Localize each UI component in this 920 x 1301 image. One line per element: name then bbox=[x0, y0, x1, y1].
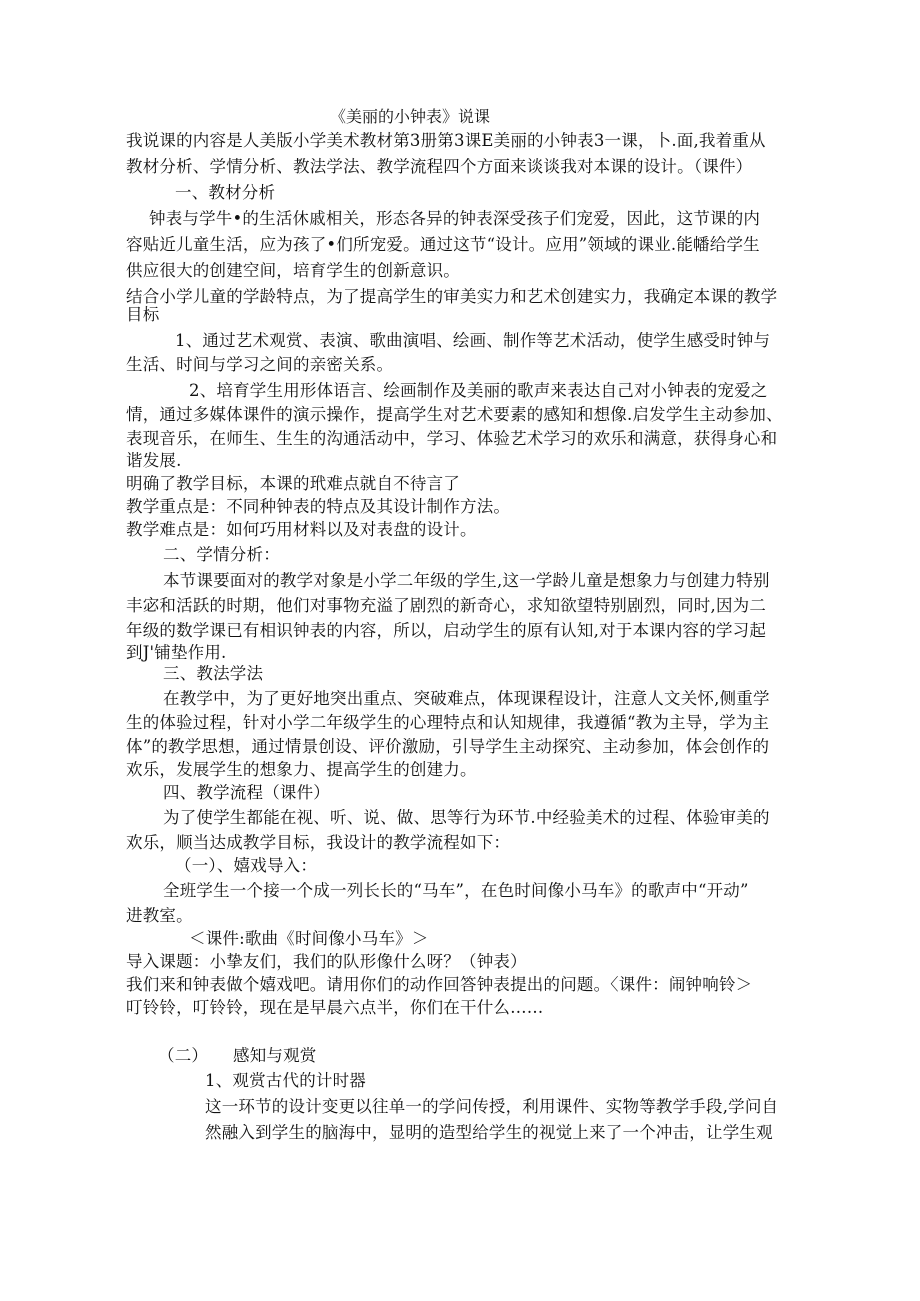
paragraph-line: 欢乐，发展学生的想象力、提高学生的创建力。 bbox=[126, 760, 477, 779]
paragraph-line: 结合小学儿童的学龄特点，为了提高学生的审美实力和艺术创建实力，我确定本课的教学 bbox=[126, 287, 778, 306]
paragraph-line: 供应很大的创建空间，培育学生的创新意识。 bbox=[126, 261, 460, 280]
paragraph-line: 本节课要面对的教学对象是小学二年级的学生,这一学龄儿童是想象力与创建力特别 bbox=[163, 571, 770, 590]
section-heading: 三、教法学法 bbox=[163, 664, 264, 683]
key-point-line: 教学重点是：不同种钟表的特点及其设计制作方法。 bbox=[126, 497, 511, 516]
goal-line: 生活、时间与学习之间的亲密关系。 bbox=[126, 355, 394, 374]
paragraph-line: 丰宓和活跃的时期，他们对事物充溢了剧烈的新奇心，求知欲望特别剧烈，同时,因为二 bbox=[126, 596, 767, 615]
goal-line: 2、培育学生用形体语言、绘画制作及美丽的歌声来表达自己对小钟表的宠爱之 bbox=[189, 381, 768, 400]
paragraph-line: 我们来和钟表做个嬉戏吧。请用你们的动作回答钟表提出的问题。〈课件：闹钟响铃＞ bbox=[126, 975, 753, 994]
sub-heading: 1、观赏古代的计时器 bbox=[205, 1071, 366, 1090]
section-heading: 二、学情分析： bbox=[163, 545, 280, 564]
section-heading: 四、教学流程（课件） bbox=[163, 783, 330, 802]
paragraph-line: 导入课题：小挚友们，我们的队形像什么呀？（钟表） bbox=[126, 952, 527, 971]
intro-line: 我说课的内容是人美版小学美术教材第3册第3课E美丽的小钟表3一课，卜.面,我着重从 bbox=[126, 131, 766, 150]
paragraph-line: 年级的数学课已有相识钟表的内容，所以，启动学生的原有认知,对于本课内容的学习起 bbox=[126, 621, 767, 640]
paragraph-line: 目标 bbox=[126, 305, 160, 324]
paragraph-line: 进教室。 bbox=[126, 906, 193, 925]
paragraph-line: 在教学中，为了更好地突出重点、突破难点，体现课程设计，注意人文关怀,侧重学 bbox=[163, 689, 770, 708]
paragraph-line: 叮铃铃，叮铃铃，现在是早晨六点半，你们在干什么…… bbox=[126, 998, 544, 1017]
step-number: （二） bbox=[158, 1046, 209, 1065]
paragraph-line: 为了使学生都能在视、听、说、做、思等行为环节.中经验美术的过程、体验审美的 bbox=[163, 808, 770, 827]
paragraph-line: 这一环节的设计变更以往单一的学问传授，利用课件、实物等教学手段,学问自 bbox=[205, 1097, 779, 1116]
goal-line: 1、通过艺术观赏、表演、歌曲演唱、绘画、制作等艺术活动，使学生感受时钟与 bbox=[175, 331, 771, 350]
paragraph-line: 然融入到学生的脑海中，显明的造型给学生的视觉上来了一个冲击，让学生观 bbox=[205, 1123, 773, 1142]
paragraph-line: 到J'铺垫作用. bbox=[126, 643, 227, 662]
paragraph-line: 全班学生一个接一个成一列长长的“马车”，在色时间像小马车》的歌声中“开动” bbox=[163, 881, 749, 900]
paragraph-line: 生的体验过程，针对小学二年级学生的心理特点和认知规律，我遵循“教为主导，学为主 bbox=[126, 713, 770, 732]
paragraph-line: 欢乐，顺当达成教学目标，我设计的教学流程如下： bbox=[126, 833, 511, 852]
courseware-note: ＜课件:歌曲《时间像小马车》＞ bbox=[189, 929, 429, 948]
difficult-point-line: 教学难点是：如何巧用材料以及对表盘的设计。 bbox=[126, 520, 477, 539]
goal-line: 表现音乐，在师生、生生的沟通活动中，学习、体验艺术学习的欢乐和满意，获得身心和 bbox=[126, 429, 778, 448]
step-heading: （一）、嬉戏导入： bbox=[175, 856, 318, 875]
step-title: 感知与观赏 bbox=[233, 1046, 317, 1065]
paragraph-line: 钟表与学牛•的生活休戚相关，形态各异的钟表深受孩子们宠爱，因此，这节课的内 bbox=[149, 209, 761, 228]
paragraph-line: 体”的教学思想，通过情景创设、评价激励，引导学生主动探究、主动参加，体会创作的 bbox=[126, 737, 770, 756]
goal-line: 情，通过多媒体课件的演示操作，提高学生对艺术要素的感知和想像.启发学生主动参加、 bbox=[126, 405, 783, 424]
paragraph-line: 容贴近儿童生活，应为孩了•们所宠爱。通过这节“设计。应用”领域的课业.能幡给学生 bbox=[126, 235, 760, 254]
summary-line: 明确了教学目标，本课的玳难点就自不待言了 bbox=[126, 474, 460, 493]
section-heading: 一、教材分析 bbox=[175, 183, 276, 202]
goal-line: 谐发展. bbox=[126, 451, 182, 470]
document-title: 《美丽的小钟表》说课 bbox=[330, 107, 491, 126]
intro-line: 教材分析、学情分析、教法学法、教学流程四个方面来谈谈我对本课的设计。（课件） bbox=[126, 157, 753, 176]
